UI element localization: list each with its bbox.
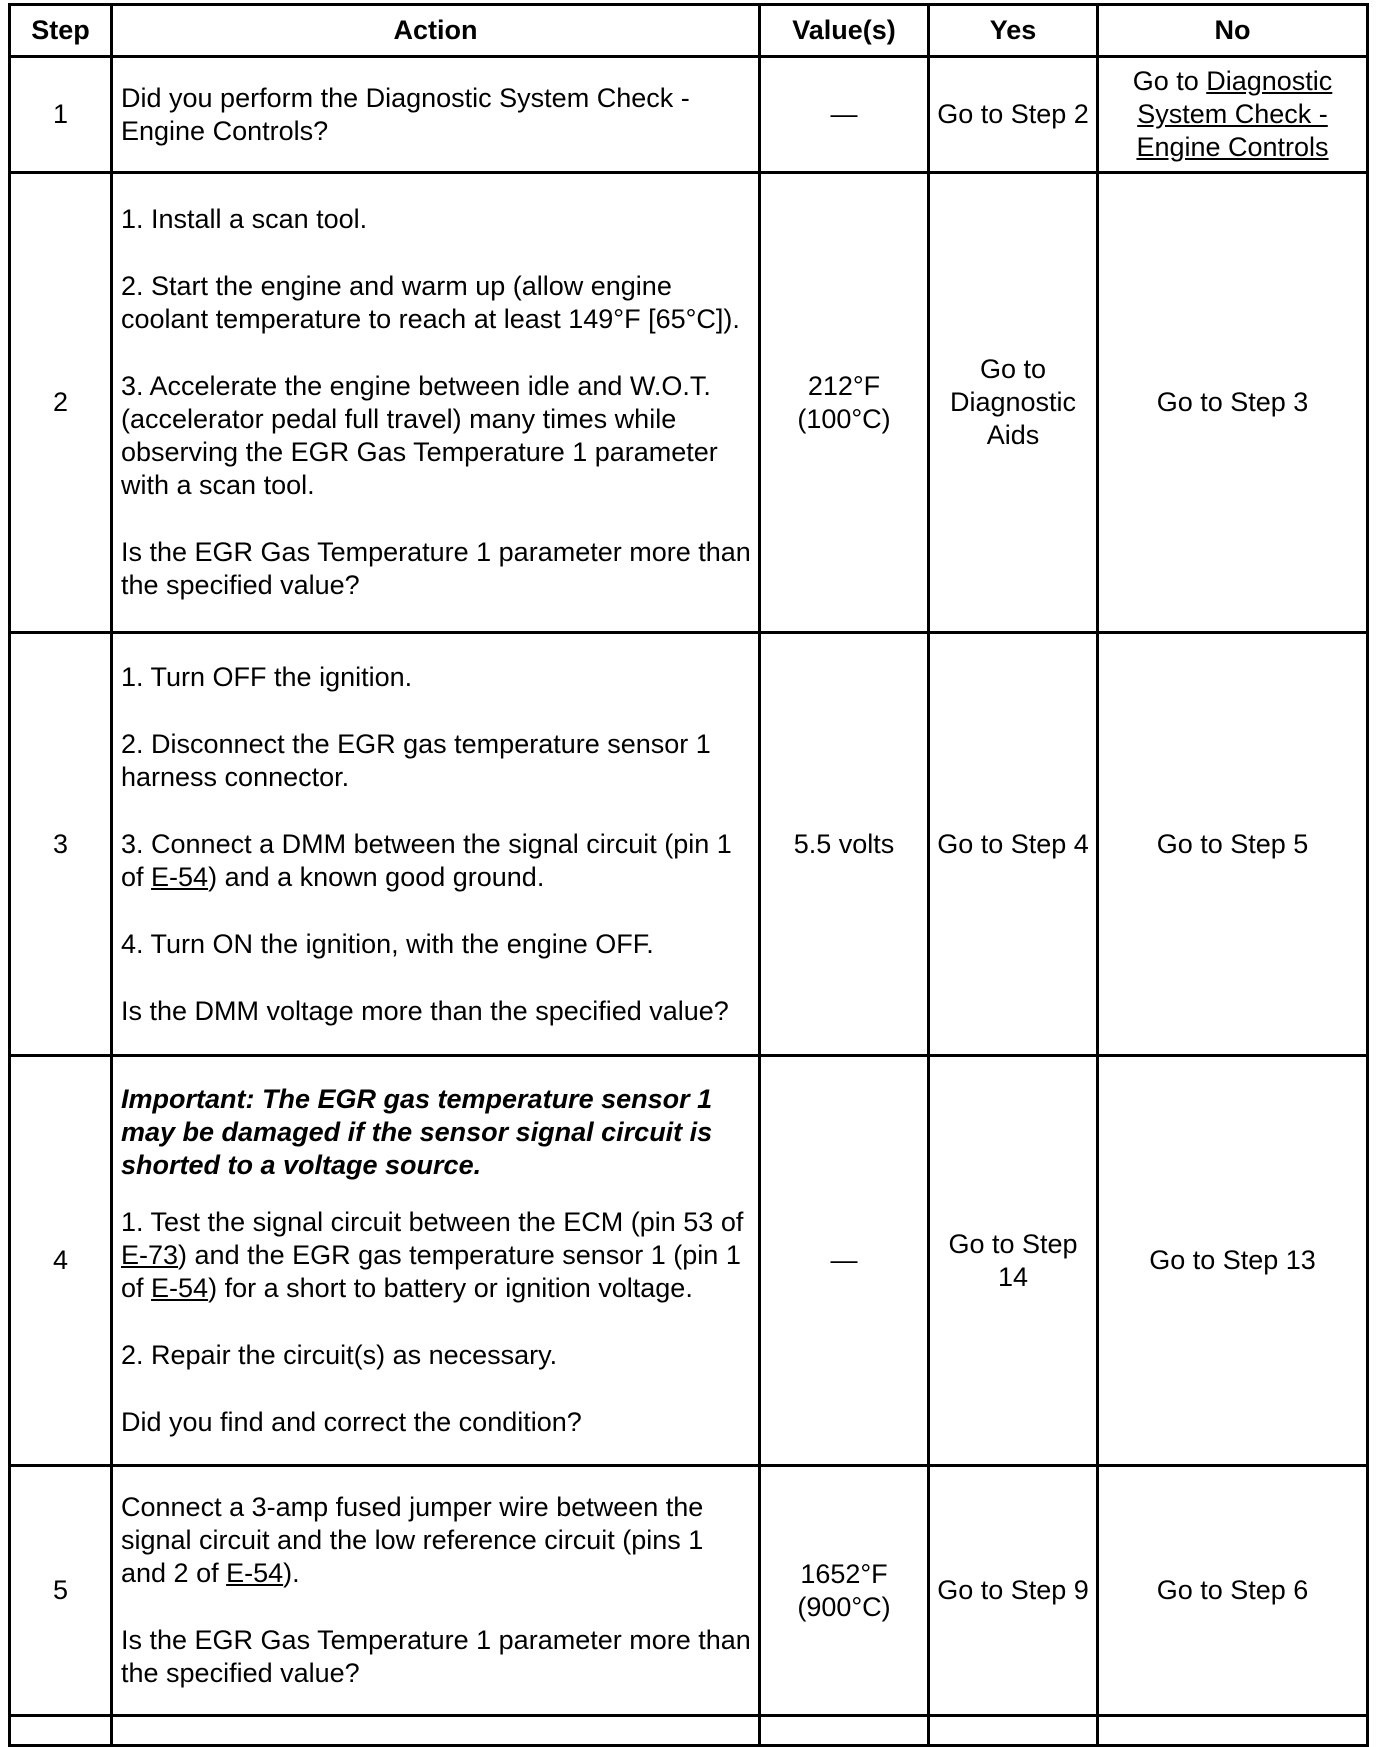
connector-e54-link[interactable]: E-54 [151,1272,209,1303]
no-cell: Go to Step 3 [1098,173,1368,633]
step-number: 5 [10,1466,112,1716]
action-text-part: ) and a known good ground. [208,861,545,892]
action-text: 1. Turn OFF the ignition. [121,661,413,692]
value-cell: — [760,57,929,173]
action-question: Is the EGR Gas Temperature 1 parameter more than the specified value? [121,537,751,600]
step-number: 3 [10,633,112,1056]
no-prefix: Go to [1132,66,1207,96]
header-action: Action [112,5,760,57]
header-no: No [1098,5,1368,57]
action-cell [112,173,760,633]
action-text-part: ) and the EGR gas temperature sensor 1 (pin 1 of [121,1239,741,1303]
no-cell: Go to Step 13 [1098,1056,1368,1466]
step-number: 1 [10,57,112,173]
no-cell: Go to Step 6 [1098,1466,1368,1716]
connector-e54-link[interactable]: E-54 [226,1558,284,1588]
step-number: 2 [10,173,112,633]
diagnostic-table-container [8,3,1366,1747]
action-text-part: 1. Test the signal circuit between the ECM (pin 53 of [121,1206,744,1237]
action-text [121,1491,752,1590]
header-yes: Yes [929,5,1098,57]
no-cell [1098,57,1368,173]
action-text: 2. Repair the circuit(s) as necessary. [121,1339,558,1370]
action-text: 1. Install a scan tool. [121,204,368,234]
step-number [10,1716,112,1746]
value-cell: — [760,1056,929,1466]
action-text [121,1206,752,1305]
action-text [121,828,752,894]
header-row [10,5,1368,57]
table-row [10,173,1368,633]
action-cell [112,1056,760,1466]
action-text-part: 3. Connect a DMM between the signal circuit (pin 1 of [121,828,732,892]
action-text: 2. Disconnect the EGR gas temperature sensor 1 harness connector. [121,728,711,792]
value-cell: 5.5 volts [760,633,929,1056]
value-cell: 212°F (100°C) [760,173,929,633]
action-text: 3. Accelerate the engine between idle and W.O.T. (accelerator pedal full travel) many times while observing the EGR Gas Temperature 1 parameter with a scan tool. [121,371,718,500]
action-text: Did you perform the Diagnostic System Check - Engine Controls? [121,82,690,146]
action-cell [112,1466,760,1716]
connector-e54-link[interactable]: E-54 [151,861,209,892]
step-number: 4 [10,1056,112,1466]
no-cell [1098,1716,1368,1746]
table-row [10,633,1368,1056]
yes-cell: Go to Step 2 [929,57,1098,173]
yes-cell: Go to Step 14 [929,1056,1098,1466]
action-text: 4. Turn ON the ignition, with the engine OFF. [121,928,654,959]
table-row-partial [10,1716,1368,1746]
table-row [10,57,1368,173]
yes-cell: Go to Diagnostic Aids [929,173,1098,633]
important-note: Important: The EGR gas temperature sensor 1 may be damaged if the sensor signal circuit is shorted to a voltage source. [121,1083,713,1180]
action-question: Did you find and correct the condition? [121,1406,582,1437]
no-cell: Go to Step 5 [1098,633,1368,1056]
yes-cell: Go to Step 9 [929,1466,1098,1716]
action-question: Is the EGR Gas Temperature 1 parameter more than the specified value? [121,1625,751,1688]
value-cell [760,1716,929,1746]
table-row [10,1466,1368,1716]
action-text-part: ) for a short to battery or ignition voltage. [208,1272,693,1303]
action-text-part: ). [283,1558,300,1588]
header-step: Step [10,5,112,57]
diagnostic-table [8,3,1369,1747]
table-row [10,1056,1368,1466]
value-cell: 1652°F (900°C) [760,1466,929,1716]
yes-cell [929,1716,1098,1746]
action-cell [112,1716,760,1746]
action-cell [112,57,760,173]
diagnostic-system-check-link[interactable]: Diagnostic System Check - Engine Controls [1136,66,1333,162]
action-text: 2. Start the engine and warm up (allow engine coolant temperature to reach at least 149°F [65°C]). [121,271,740,334]
action-text-part: Connect a 3-amp fused jumper wire between the signal circuit and the low reference circuit (pins 1 and 2 of [121,1492,704,1588]
action-cell [112,633,760,1056]
header-values: Value(s) [760,5,929,57]
yes-cell: Go to Step 4 [929,633,1098,1056]
action-question: Is the DMM voltage more than the specified value? [121,995,729,1026]
connector-e73-link[interactable]: E-73 [121,1239,179,1270]
